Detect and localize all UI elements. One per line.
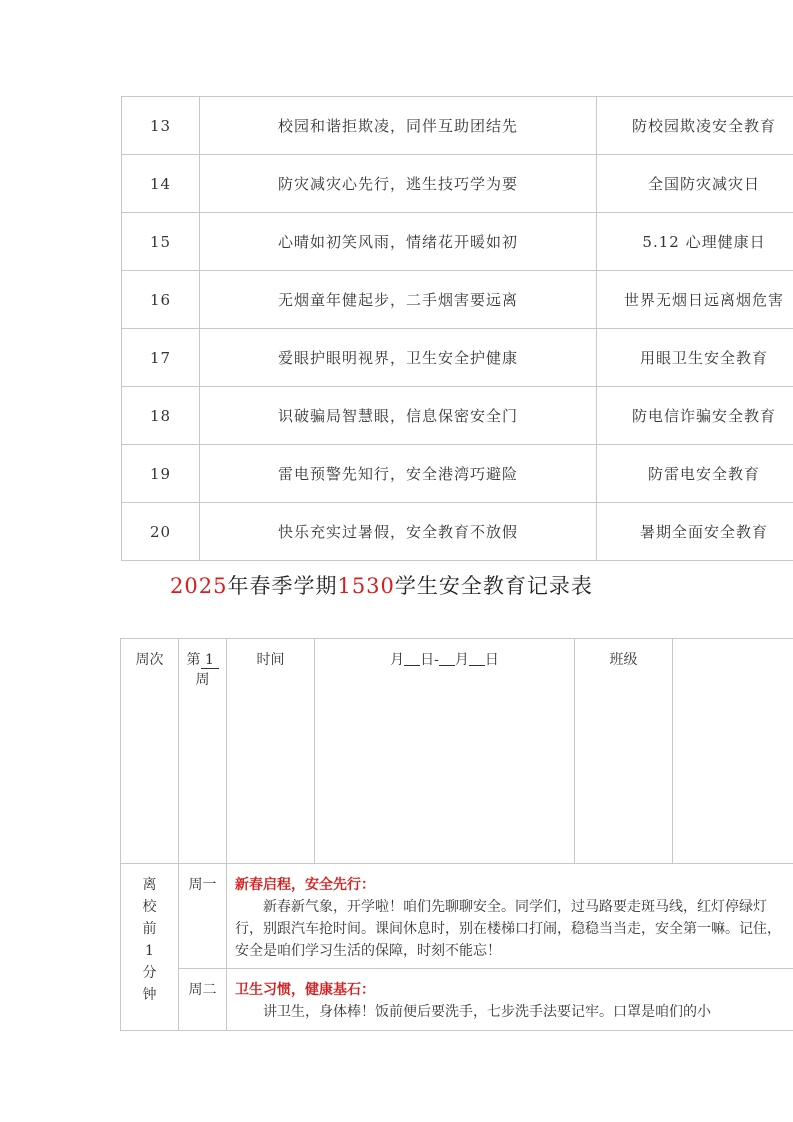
date-blank-1[interactable] <box>404 651 420 666</box>
section-label-char: 1 <box>145 943 154 959</box>
week-prefix: 第 <box>186 652 201 668</box>
row-number: 13 <box>122 97 200 155</box>
row-number: 20 <box>122 503 200 561</box>
time-label-cell <box>227 639 315 864</box>
day-label: 周一 <box>188 877 217 893</box>
schedule-row <box>122 213 793 271</box>
day-cell <box>179 864 227 969</box>
date-range <box>315 639 574 669</box>
section-label-char: 分 <box>142 965 157 981</box>
date-range-cell <box>315 639 575 864</box>
education-record-table <box>120 638 793 1031</box>
class-label: 班级 <box>609 652 638 668</box>
row-number: 19 <box>122 445 200 503</box>
week-label-cell <box>121 639 179 864</box>
time-label: 时间 <box>256 652 285 668</box>
row-number: 15 <box>122 213 200 271</box>
day-body: 讲卫生，身体棒！饭前便后要洗手，七步洗手法要记牢。口罩是咱们的小 <box>263 1004 711 1020</box>
class-label-cell <box>575 639 673 864</box>
date-month-1: 月 <box>390 652 405 668</box>
date-blank-3[interactable] <box>469 651 485 666</box>
monday-row <box>121 864 793 969</box>
row-number: 16 <box>122 271 200 329</box>
day-body: 新春新气象，开学啦！咱们先聊聊安全。同学们，过马路要走斑马线，红灯停绿灯行，别跟汽车抢时间。课间休息时，别在楼梯口打闹，稳稳当当走，安全第一嘛。记住，安全是咱们学习生活的保障，时刻不能忘！ <box>235 899 781 959</box>
row-theme: 防雷电安全教育 <box>597 445 793 503</box>
schedule-row <box>122 155 793 213</box>
section-label-cell <box>121 864 179 1031</box>
row-theme: 暑期全面安全教育 <box>597 503 793 561</box>
row-slogan: 雷电预警先知行，安全港湾巧避险 <box>200 445 597 503</box>
week-number <box>179 639 226 689</box>
row-number: 18 <box>122 387 200 445</box>
day-label: 周二 <box>188 982 217 998</box>
schedule-row <box>122 329 793 387</box>
page-title <box>170 570 593 600</box>
record-header-row <box>121 639 793 864</box>
row-theme: 全国防灾减灾日 <box>597 155 793 213</box>
date-blank-2[interactable] <box>439 651 455 666</box>
row-slogan: 爱眼护眼明视界，卫生安全护健康 <box>200 329 597 387</box>
day-cell <box>179 969 227 1031</box>
date-day-1: 日- <box>420 652 439 668</box>
schedule-row <box>122 503 793 561</box>
day-title: 新春启程，安全先行： <box>235 877 375 893</box>
row-theme: 5.12 心理健康日 <box>597 213 793 271</box>
row-theme: 防电信诈骗安全教育 <box>597 387 793 445</box>
safety-schedule-table <box>121 96 793 561</box>
row-slogan: 识破骗局智慧眼，信息保密安全门 <box>200 387 597 445</box>
row-theme: 用眼卫生安全教育 <box>597 329 793 387</box>
date-day-2: 日 <box>484 652 499 668</box>
row-slogan: 校园和谐拒欺凌，同伴互助团结先 <box>200 97 597 155</box>
schedule-row <box>122 445 793 503</box>
title-term: 年春季学期 <box>227 574 338 598</box>
day-title: 卫生习惯，健康基石： <box>235 982 375 998</box>
section-label-char: 离 <box>142 877 157 893</box>
week-label: 周次 <box>135 652 164 668</box>
section-label <box>121 864 178 1006</box>
schedule-row <box>122 387 793 445</box>
row-slogan: 防灾减灾心先行，逃生技巧学为要 <box>200 155 597 213</box>
day-content-cell <box>227 969 793 1031</box>
row-number: 14 <box>122 155 200 213</box>
row-number: 17 <box>122 329 200 387</box>
schedule-row <box>122 271 793 329</box>
day-content-cell <box>227 864 793 969</box>
date-month-2: 月 <box>454 652 469 668</box>
section-label-char: 校 <box>142 899 157 915</box>
week-number-value[interactable]: 1 <box>201 652 219 669</box>
week-suffix: 周 <box>195 672 210 688</box>
row-slogan: 快乐充实过暑假，安全教育不放假 <box>200 503 597 561</box>
title-code: 1530 <box>337 574 395 598</box>
section-label-char: 前 <box>142 921 157 937</box>
row-theme: 世界无烟日远离烟危害 <box>597 271 793 329</box>
week-number-cell <box>179 639 227 864</box>
schedule-row <box>122 97 793 155</box>
title-suffix: 学生安全教育记录表 <box>394 574 593 598</box>
row-slogan: 心晴如初笑风雨，情绪花开暖如初 <box>200 213 597 271</box>
class-value-cell[interactable] <box>673 639 793 864</box>
section-label-char: 钟 <box>142 987 157 1003</box>
title-year: 2025 <box>170 574 228 598</box>
row-slogan: 无烟童年健起步，二手烟害要远离 <box>200 271 597 329</box>
tuesday-row <box>121 969 793 1031</box>
row-theme: 防校园欺凌安全教育 <box>597 97 793 155</box>
